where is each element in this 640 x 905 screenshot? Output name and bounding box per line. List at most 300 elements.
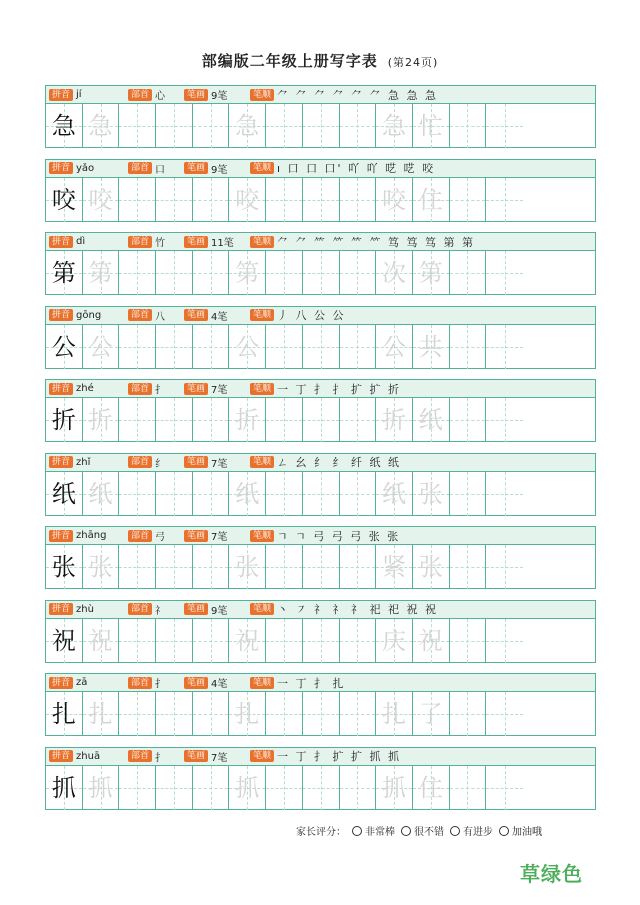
practice-cell[interactable]	[266, 692, 303, 736]
strokes-tag: 笔画	[184, 530, 208, 542]
practice-cell[interactable]	[119, 325, 156, 369]
practice-cell[interactable]	[193, 251, 230, 295]
writing-grid	[46, 545, 595, 589]
practice-cell[interactable]	[340, 325, 377, 369]
trace-character: 第	[88, 259, 113, 287]
stroke-order-value: 丿 八 公 公	[277, 309, 346, 322]
radical-tag: 部首	[128, 530, 152, 542]
practice-cell[interactable]	[413, 251, 450, 295]
main-character-cell	[46, 104, 83, 148]
practice-cell[interactable]	[229, 619, 266, 663]
practice-cell[interactable]	[450, 766, 487, 810]
practice-cell[interactable]	[376, 619, 413, 663]
writing-grid	[46, 178, 595, 222]
character-entry	[45, 747, 596, 810]
character-entry	[45, 232, 596, 295]
trace-character: 扎	[235, 700, 260, 728]
strokes-tag: 笔画	[184, 309, 208, 321]
strokes-field	[184, 749, 227, 764]
strokes-tag: 笔画	[184, 750, 208, 762]
trace-character: 扎	[382, 700, 407, 728]
stroke-order-field	[250, 528, 400, 544]
pinyin-field	[49, 236, 85, 248]
pinyin-value: zā	[76, 677, 88, 688]
practice-cell[interactable]	[450, 472, 487, 516]
trace-character: 第	[418, 259, 443, 287]
practice-cell[interactable]	[229, 472, 266, 516]
info-bar	[46, 748, 595, 766]
practice-cell[interactable]	[119, 178, 156, 222]
info-bar	[46, 527, 595, 545]
stroke-order-field	[250, 234, 475, 250]
main-character-cell	[46, 545, 83, 589]
practice-cell[interactable]	[376, 766, 413, 810]
rating-option-2[interactable]: 很不错	[401, 823, 444, 838]
strokes-value: 9笔	[211, 91, 228, 102]
radical-tag: 部首	[128, 236, 152, 248]
practice-cell[interactable]	[340, 251, 377, 295]
radio-circle-icon[interactable]	[450, 826, 460, 836]
practice-cell[interactable]	[83, 766, 120, 810]
info-bar	[46, 160, 595, 178]
writing-grid	[46, 325, 595, 369]
practice-cell[interactable]	[266, 619, 303, 663]
practice-cell[interactable]	[83, 619, 120, 663]
pinyin-tag: 拼音	[49, 603, 73, 615]
practice-cell[interactable]	[83, 692, 120, 736]
radical-tag: 部首	[128, 456, 152, 468]
strokes-value: 7笔	[211, 385, 228, 396]
practice-cell[interactable]	[266, 104, 303, 148]
order-tag: 笔顺	[250, 677, 274, 689]
practice-cell[interactable]	[303, 104, 340, 148]
practice-cell[interactable]	[119, 472, 156, 516]
practice-cell[interactable]	[119, 692, 156, 736]
practice-cell[interactable]	[340, 545, 377, 589]
radical-field	[128, 675, 165, 690]
practice-cell[interactable]	[83, 325, 120, 369]
practice-cell[interactable]	[229, 398, 266, 442]
order-tag: 笔顺	[250, 456, 274, 468]
practice-cell[interactable]	[83, 472, 120, 516]
strokes-field	[184, 161, 227, 176]
radical-value: 礻	[155, 605, 166, 617]
strokes-tag: 笔画	[184, 456, 208, 468]
practice-cell[interactable]	[156, 104, 193, 148]
trace-character: 次	[382, 259, 407, 287]
practice-cell[interactable]	[340, 104, 377, 148]
pinyin-tag: 拼音	[49, 456, 73, 468]
practice-cell[interactable]	[413, 545, 450, 589]
radical-tag: 部首	[128, 309, 152, 321]
trace-character: 纸	[88, 479, 113, 508]
practice-cell[interactable]	[376, 104, 413, 148]
practice-cell[interactable]	[266, 766, 303, 810]
practice-cell[interactable]	[156, 545, 193, 589]
practice-cell[interactable]	[486, 692, 523, 736]
order-tag: 笔顺	[250, 89, 274, 101]
pinyin-value: jí	[76, 89, 82, 100]
radical-field	[128, 87, 165, 102]
radical-tag: 部首	[128, 383, 152, 395]
stroke-order-value: 一 丁 扌 扩 扩 抓 抓	[277, 750, 401, 763]
trace-character: 急	[235, 112, 260, 140]
stroke-order-field	[250, 307, 346, 323]
practice-cell[interactable]	[376, 545, 413, 589]
practice-cell[interactable]	[376, 325, 413, 369]
radical-tag: 部首	[128, 677, 152, 689]
practice-cell[interactable]	[229, 104, 266, 148]
rating-label: 家长评分：	[296, 827, 346, 838]
strokes-value: 7笔	[211, 458, 228, 470]
practice-cell[interactable]	[119, 251, 156, 295]
practice-cell[interactable]	[193, 766, 230, 810]
radical-tag: 部首	[128, 89, 152, 101]
practice-cell[interactable]	[266, 178, 303, 222]
practice-cell[interactable]	[303, 766, 340, 810]
pinyin-field	[49, 530, 106, 542]
order-tag: 笔顺	[250, 162, 274, 174]
character-entry	[45, 379, 596, 442]
order-tag: 笔顺	[250, 309, 274, 321]
pinyin-value: zhù	[76, 603, 94, 615]
pinyin-field	[49, 162, 94, 174]
practice-cell[interactable]	[413, 104, 450, 148]
practice-cell[interactable]	[486, 104, 523, 148]
practice-cell[interactable]	[486, 178, 523, 222]
trace-character: 张	[418, 553, 443, 581]
trace-character: 紧	[382, 553, 407, 581]
trace-character: 忙	[418, 112, 443, 140]
main-character-cell	[46, 692, 83, 736]
main-character: 折	[51, 406, 76, 434]
practice-cell[interactable]	[376, 472, 413, 516]
order-tag: 笔顺	[250, 236, 274, 248]
stroke-order-value: ㄥ 幺 纟 纟 纤 纸 纸	[277, 456, 401, 469]
practice-cell[interactable]	[193, 325, 230, 369]
trace-character: 第	[235, 259, 260, 287]
stroke-order-value: ⺈ ⺈ ⺈ ⺈ ⺈ ⺈ 急 急 急	[277, 88, 438, 102]
practice-cell[interactable]	[229, 766, 266, 810]
practice-cell[interactable]	[193, 619, 230, 663]
rating-option-3[interactable]: 有进步	[450, 823, 493, 838]
practice-cell[interactable]	[156, 325, 193, 369]
pinyin-value: zhǐ	[76, 456, 91, 468]
rating-option-4[interactable]: 加油哦	[499, 823, 542, 838]
radio-circle-icon[interactable]	[401, 826, 411, 836]
practice-cell[interactable]	[229, 692, 266, 736]
character-entry	[45, 526, 596, 589]
radical-value: 弓	[155, 532, 166, 543]
radical-field	[128, 602, 165, 617]
practice-cell[interactable]	[156, 178, 193, 222]
practice-cell[interactable]	[486, 545, 523, 589]
pinyin-field	[49, 383, 94, 395]
trace-character: 共	[418, 332, 443, 361]
practice-cell[interactable]	[83, 398, 120, 442]
practice-cell[interactable]	[413, 398, 450, 442]
practice-cell[interactable]	[413, 178, 450, 222]
radical-value: 心	[155, 91, 166, 102]
practice-cell[interactable]	[193, 472, 230, 516]
practice-cell[interactable]	[83, 104, 120, 148]
practice-cell[interactable]	[413, 766, 450, 810]
order-tag: 笔顺	[250, 383, 274, 395]
practice-cell[interactable]	[340, 398, 377, 442]
practice-cell[interactable]	[266, 545, 303, 589]
practice-cell[interactable]	[450, 619, 487, 663]
practice-cell[interactable]	[303, 398, 340, 442]
practice-cell[interactable]	[303, 472, 340, 516]
practice-cell[interactable]	[156, 692, 193, 736]
practice-cell[interactable]	[413, 472, 450, 516]
pinyin-field	[49, 677, 87, 689]
trace-character: 急	[88, 112, 113, 140]
practice-cell[interactable]	[376, 398, 413, 442]
practice-cell[interactable]	[266, 325, 303, 369]
strokes-field	[184, 675, 227, 690]
practice-cell[interactable]	[119, 398, 156, 442]
radical-field	[128, 308, 165, 323]
practice-cell[interactable]	[413, 325, 450, 369]
stroke-order-field	[250, 675, 346, 691]
practice-cell[interactable]	[119, 766, 156, 810]
info-bar	[46, 380, 595, 398]
practice-cell[interactable]	[413, 692, 450, 736]
practice-cell[interactable]	[450, 398, 487, 442]
trace-character: 了	[418, 700, 443, 728]
strokes-field	[184, 87, 227, 102]
character-entry	[45, 453, 596, 516]
practice-cell[interactable]	[193, 104, 230, 148]
practice-cell[interactable]	[156, 472, 193, 516]
practice-cell[interactable]	[266, 251, 303, 295]
main-character-cell	[46, 766, 83, 810]
practice-cell[interactable]	[266, 398, 303, 442]
info-bar	[46, 86, 595, 104]
practice-cell[interactable]	[340, 178, 377, 222]
strokes-tag: 笔画	[184, 677, 208, 689]
strokes-value: 9笔	[211, 164, 228, 176]
trace-character: 住	[418, 773, 443, 802]
practice-cell[interactable]	[376, 692, 413, 736]
practice-cell[interactable]	[450, 104, 487, 148]
character-entry	[45, 85, 596, 148]
practice-cell[interactable]	[266, 472, 303, 516]
stroke-order-field	[250, 454, 401, 470]
practice-cell[interactable]	[340, 692, 377, 736]
trace-character: 咬	[382, 185, 407, 214]
practice-cell[interactable]	[156, 619, 193, 663]
practice-cell[interactable]	[340, 619, 377, 663]
radio-circle-icon[interactable]	[499, 826, 509, 836]
trace-character: 公	[88, 332, 113, 361]
practice-cell[interactable]	[119, 619, 156, 663]
pinyin-tag: 拼音	[49, 750, 73, 762]
practice-cell[interactable]	[229, 545, 266, 589]
strokes-tag: 笔画	[184, 383, 208, 395]
practice-cell[interactable]	[340, 472, 377, 516]
main-character: 公	[51, 332, 76, 361]
practice-cell[interactable]	[450, 692, 487, 736]
main-character: 纸	[51, 479, 76, 508]
pinyin-value: zhāng	[76, 530, 107, 541]
strokes-field	[184, 455, 227, 470]
trace-character: 折	[88, 406, 113, 434]
strokes-field	[184, 602, 227, 617]
practice-cell[interactable]	[229, 325, 266, 369]
radio-circle-icon[interactable]	[352, 826, 362, 836]
practice-cell[interactable]	[303, 325, 340, 369]
stroke-order-field	[250, 601, 438, 617]
practice-cell[interactable]	[229, 251, 266, 295]
practice-cell[interactable]	[450, 178, 487, 222]
radical-value: 口	[155, 164, 166, 176]
writing-grid	[46, 472, 595, 516]
stroke-order-field	[250, 160, 435, 176]
trace-character: 抓	[382, 773, 407, 802]
trace-character: 祝	[418, 626, 443, 655]
stroke-order-value: 丶 ㇇ 礻 礻 礻 祀 祀 祝 祝	[277, 603, 438, 616]
practice-cell[interactable]	[303, 545, 340, 589]
strokes-value: 11笔	[211, 238, 234, 249]
practice-cell[interactable]	[156, 251, 193, 295]
radical-tag: 部首	[128, 603, 152, 615]
stroke-order-field	[250, 381, 401, 397]
practice-cell[interactable]	[486, 398, 523, 442]
main-character: 第	[51, 259, 76, 287]
trace-character: 住	[418, 185, 443, 214]
radical-tag: 部首	[128, 162, 152, 174]
practice-cell[interactable]	[486, 766, 523, 810]
rating-option-1[interactable]: 非常棒	[352, 823, 395, 838]
pinyin-value: zhuā	[76, 750, 101, 762]
watermark: 草绿色	[520, 862, 583, 886]
practice-cell[interactable]	[229, 178, 266, 222]
trace-character: 咬	[88, 185, 113, 214]
strokes-field	[184, 234, 234, 249]
pinyin-field	[49, 456, 90, 468]
practice-cell[interactable]	[303, 692, 340, 736]
strokes-value: 7笔	[211, 752, 228, 764]
practice-cell[interactable]	[156, 766, 193, 810]
pinyin-tag: 拼音	[49, 162, 73, 174]
writing-grid	[46, 766, 595, 810]
practice-cell[interactable]	[486, 325, 523, 369]
trace-character: 纸	[382, 479, 407, 508]
practice-cell[interactable]	[376, 251, 413, 295]
radical-field	[128, 161, 165, 176]
radical-value: 扌	[155, 679, 166, 690]
info-bar	[46, 307, 595, 325]
practice-cell[interactable]	[303, 178, 340, 222]
strokes-value: 4笔	[211, 679, 228, 690]
trace-character: 纸	[235, 479, 260, 508]
pinyin-field	[49, 750, 100, 762]
practice-cell[interactable]	[83, 545, 120, 589]
strokes-tag: 笔画	[184, 236, 208, 248]
main-character-cell	[46, 398, 83, 442]
main-character: 急	[51, 112, 76, 140]
strokes-field	[184, 381, 227, 396]
pinyin-tag: 拼音	[49, 530, 73, 542]
stroke-order-field	[250, 87, 438, 103]
radical-field	[128, 528, 165, 543]
radical-field	[128, 234, 165, 249]
trace-character: 扎	[88, 700, 113, 728]
parent-rating	[296, 823, 542, 838]
strokes-field	[184, 308, 227, 323]
pinyin-value: dì	[76, 236, 86, 247]
practice-cell[interactable]	[486, 472, 523, 516]
practice-cell[interactable]	[83, 178, 120, 222]
info-bar	[46, 233, 595, 251]
radical-value: 八	[155, 311, 166, 323]
writing-grid	[46, 619, 595, 663]
radical-value: 竹	[155, 238, 166, 249]
strokes-tag: 笔画	[184, 89, 208, 101]
practice-cell[interactable]	[193, 178, 230, 222]
trace-character: 庆	[382, 626, 407, 655]
trace-character: 急	[382, 112, 407, 140]
page-title	[0, 50, 640, 71]
practice-cell[interactable]	[450, 325, 487, 369]
main-character: 咬	[51, 185, 76, 214]
title-text: 部编版二年级上册写字表	[201, 52, 378, 70]
trace-character: 张	[235, 553, 260, 581]
practice-cell[interactable]	[486, 251, 523, 295]
trace-character: 抓	[88, 773, 113, 802]
practice-cell[interactable]	[119, 545, 156, 589]
trace-character: 张	[418, 479, 443, 508]
pinyin-field	[49, 309, 101, 321]
main-character: 祝	[51, 626, 76, 655]
practice-cell[interactable]	[340, 766, 377, 810]
pinyin-tag: 拼音	[49, 383, 73, 395]
radical-value: 扌	[155, 752, 166, 764]
trace-character: 折	[382, 406, 407, 434]
main-character-cell	[46, 619, 83, 663]
order-tag: 笔顺	[250, 530, 274, 542]
practice-cell[interactable]	[450, 251, 487, 295]
practice-cell[interactable]	[193, 545, 230, 589]
practice-cell[interactable]	[486, 619, 523, 663]
practice-cell[interactable]	[303, 619, 340, 663]
pinyin-value: yǎo	[76, 162, 95, 174]
practice-cell[interactable]	[376, 178, 413, 222]
radical-field	[128, 749, 165, 764]
writing-grid	[46, 398, 595, 442]
pinyin-tag: 拼音	[49, 309, 73, 321]
strokes-value: 4笔	[211, 311, 228, 323]
practice-cell[interactable]	[193, 692, 230, 736]
practice-cell[interactable]	[193, 398, 230, 442]
practice-cell[interactable]	[119, 104, 156, 148]
main-character: 张	[51, 553, 76, 581]
strokes-value: 9笔	[211, 605, 228, 617]
trace-character: 公	[382, 332, 407, 361]
practice-cell[interactable]	[83, 251, 120, 295]
practice-cell[interactable]	[303, 251, 340, 295]
radical-value: 纟	[155, 458, 166, 470]
main-character-cell	[46, 178, 83, 222]
practice-cell[interactable]	[450, 545, 487, 589]
practice-cell[interactable]	[413, 619, 450, 663]
writing-grid	[46, 692, 595, 736]
writing-grid	[46, 104, 595, 148]
practice-cell[interactable]	[156, 398, 193, 442]
trace-character: 咬	[235, 185, 260, 214]
